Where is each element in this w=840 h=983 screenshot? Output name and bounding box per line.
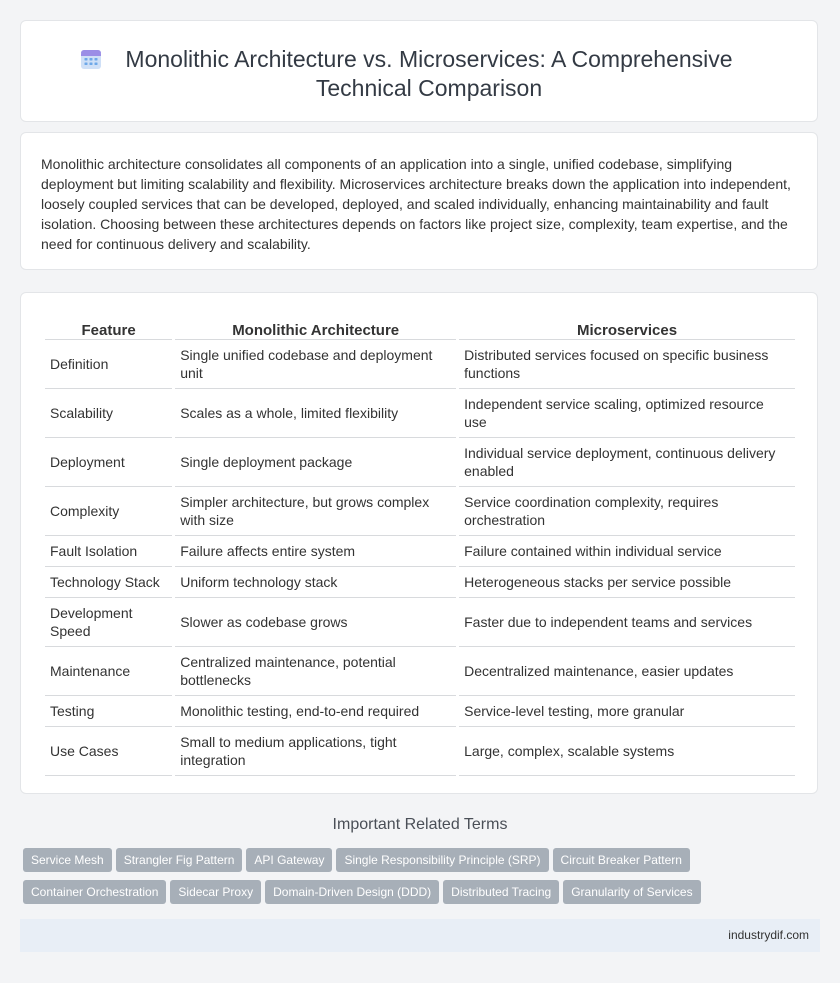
related-terms-heading: Important Related Terms — [332, 816, 508, 833]
monolithic-cell: Uniform technology stack — [175, 567, 456, 598]
related-term-tag[interactable]: Container Orchestration — [23, 880, 166, 904]
table-row — [45, 536, 795, 567]
monolithic-cell: Simpler architecture, but grows complex with size — [175, 487, 456, 536]
monolithic-cell: Single unified codebase and deployment unit — [175, 340, 456, 389]
comparison-table — [42, 315, 798, 776]
microservices-cell: Large, complex, scalable systems — [459, 727, 795, 776]
table-row — [45, 487, 795, 536]
page-title: Monolithic Architecture vs. Microservices: A Comprehensive Technical Comparison — [125, 46, 733, 101]
table-row — [45, 647, 795, 696]
header-feature: Feature — [45, 315, 172, 340]
table-row — [45, 696, 795, 727]
related-term-tag[interactable]: Circuit Breaker Pattern — [553, 848, 690, 872]
related-term-tag[interactable]: Distributed Tracing — [443, 880, 559, 904]
related-term-tag[interactable]: Single Responsibility Principle (SRP) — [336, 848, 548, 872]
feature-cell: Technology Stack — [45, 567, 172, 598]
related-term-tag[interactable]: Strangler Fig Pattern — [116, 848, 243, 872]
title-card — [20, 20, 818, 122]
header-monolithic: Monolithic Architecture — [175, 315, 456, 340]
related-term-tag[interactable]: Granularity of Services — [563, 880, 700, 904]
microservices-cell: Service-level testing, more granular — [459, 696, 795, 727]
feature-cell: Complexity — [45, 487, 172, 536]
monolithic-cell: Single deployment package — [175, 438, 456, 487]
table-row — [45, 727, 795, 776]
monolithic-cell: Small to medium applications, tight integration — [175, 727, 456, 776]
related-terms-list — [23, 848, 813, 912]
microservices-cell: Heterogeneous stacks per service possible — [459, 567, 795, 598]
header-microservices: Microservices — [459, 315, 795, 340]
feature-cell: Testing — [45, 696, 172, 727]
monolithic-cell: Scales as a whole, limited flexibility — [175, 389, 456, 438]
microservices-cell: Distributed services focused on specific business functions — [459, 340, 795, 389]
microservices-cell: Individual service deployment, continuous delivery enabled — [459, 438, 795, 487]
intro-card — [20, 132, 818, 270]
microservices-cell: Service coordination complexity, requires orchestration — [459, 487, 795, 536]
feature-cell: Use Cases — [45, 727, 172, 776]
related-term-tag[interactable]: Domain-Driven Design (DDD) — [265, 880, 439, 904]
microservices-cell: Independent service scaling, optimized resource use — [459, 389, 795, 438]
footer-site-link[interactable]: industrydif.com — [728, 928, 809, 942]
footer — [20, 919, 820, 952]
related-term-tag[interactable]: Sidecar Proxy — [170, 880, 261, 904]
comparison-card — [20, 292, 818, 794]
table-row — [45, 567, 795, 598]
microservices-cell: Decentralized maintenance, easier updates — [459, 647, 795, 696]
feature-cell: Fault Isolation — [45, 536, 172, 567]
microservices-cell: Failure contained within individual service — [459, 536, 795, 567]
monolithic-cell: Slower as codebase grows — [175, 598, 456, 647]
feature-cell: Maintenance — [45, 647, 172, 696]
related-term-tag[interactable]: Service Mesh — [23, 848, 112, 872]
monolithic-cell: Monolithic testing, end-to-end required — [175, 696, 456, 727]
table-row — [45, 340, 795, 389]
monolithic-cell: Centralized maintenance, potential bottlenecks — [175, 647, 456, 696]
feature-cell: Development Speed — [45, 598, 172, 647]
table-row — [45, 389, 795, 438]
table-row — [45, 598, 795, 647]
related-term-tag[interactable]: API Gateway — [246, 848, 332, 872]
table-row — [45, 438, 795, 487]
monolithic-cell: Failure affects entire system — [175, 536, 456, 567]
intro-paragraph: Monolithic architecture consolidates all components of an application into a single, unified codebase, simplifying deployment but limiting scalability and flexibility. Microservices architecture breaks down the application into independent, loosely coupled services that can be developed, deployed, and scaled individually, enhancing maintainability and fault isolation. Choosing between these architectures depends on factors like project size, complexity, team expertise, and the need for continuous delivery and scalability. — [41, 156, 791, 252]
feature-cell: Scalability — [45, 389, 172, 438]
feature-cell: Definition — [45, 340, 172, 389]
microservices-cell: Faster due to independent teams and services — [459, 598, 795, 647]
feature-cell: Deployment — [45, 438, 172, 487]
